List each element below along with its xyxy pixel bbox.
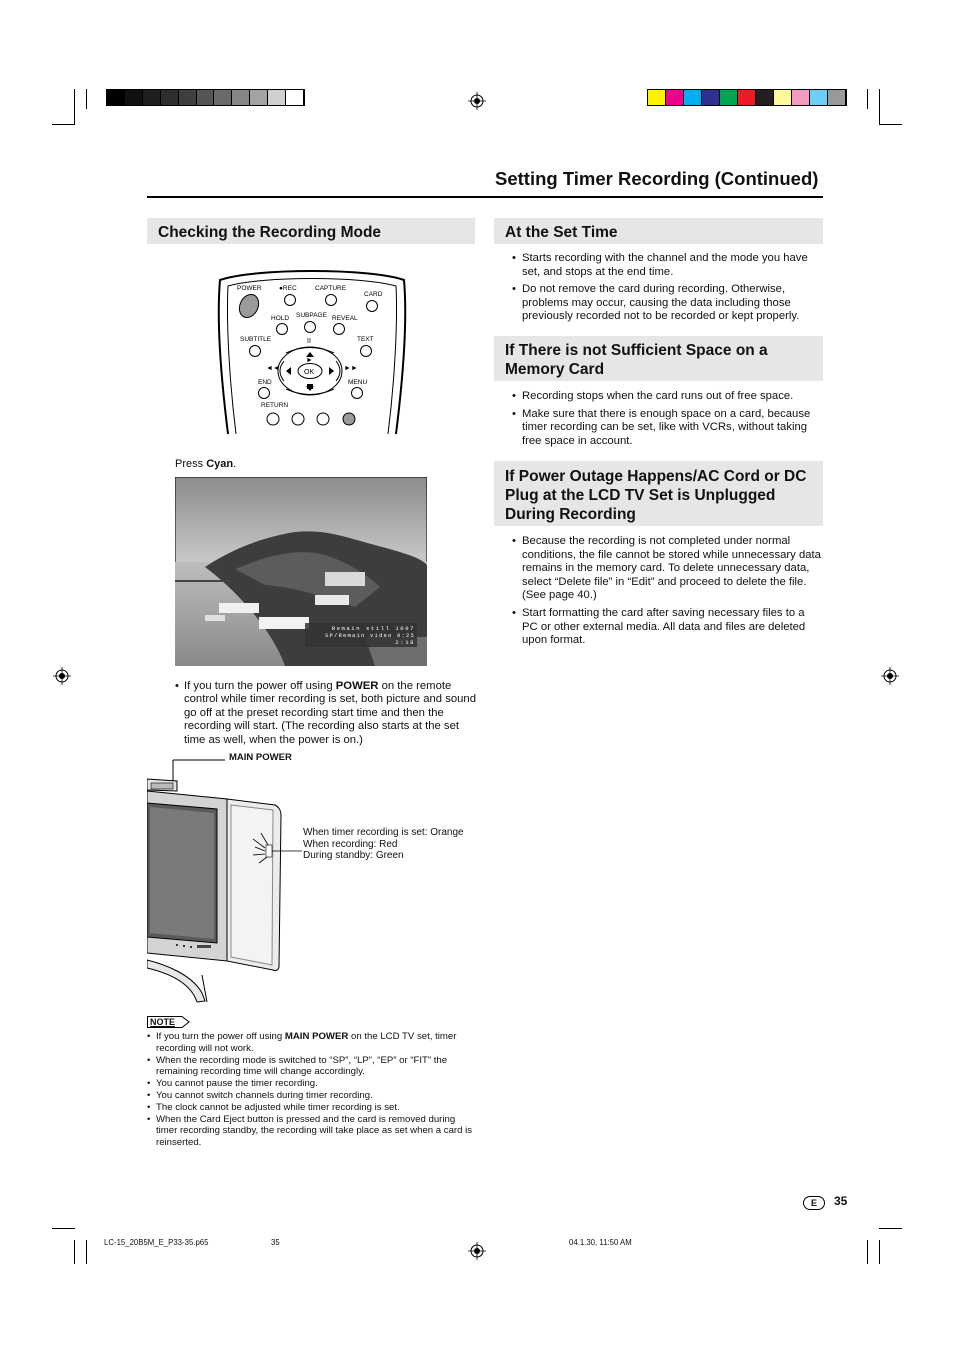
color-calibration-bar (647, 89, 847, 106)
list-item: • Recording stops when the card runs out of free space. (509, 390, 823, 404)
remote-label-power: POWER (237, 285, 262, 292)
power-note-suffix: on the remote control while timer recording is set, both picture and sound go off at the preset recording start time and then the recording will start. (The recording also starts at the set time as well, when the power is on.) (184, 680, 476, 746)
list-item: • Make sure that there is enough space on a card, because timer recording can be set, like with VCRs, without taking free space in account. (509, 408, 823, 449)
cyan-key-label: Cyan (206, 458, 234, 470)
language-badge: E (803, 1196, 825, 1210)
crop-mark (879, 89, 880, 124)
calibration-swatch (720, 90, 738, 105)
remote-label-text: TEXT (357, 336, 374, 343)
page-title: Setting Timer Recording (Continued) (495, 168, 819, 189)
footer-filename: LC-15_20B5M_E_P33-35.p65 (104, 1238, 209, 1247)
note-item: • When the recording mode is switched to “SP”, “LP”, “EP” or “FIT” the remaining recording time will change accordingly. (147, 1055, 477, 1079)
osd-remain-video: SP/Remain video 0:25 (324, 632, 415, 639)
calibration-swatch (197, 90, 215, 105)
page-number: 35 (834, 1194, 848, 1208)
note-item: • The clock cannot be adjusted while timer recording is set. (147, 1102, 477, 1114)
lcd-tv-illustration (147, 755, 307, 1005)
svg-text:►: ► (306, 357, 313, 364)
crop-mark (52, 1228, 75, 1229)
crop-mark (867, 1240, 868, 1264)
title-rule (147, 196, 823, 198)
set-time-bullets (509, 252, 823, 328)
list-item: • Do not remove the card during recording. Otherwise, problems may occur, causing the data including those previously recorded not to be recorded or kept properly. (509, 283, 823, 324)
list-item: • Because the recording is not completed under normal conditions, the file cannot be stored while unnecessary data remains in the memory card. To delete unnecessary data, select “Delete file” in “Edit” and proceed to delete the file. (See page 40.) (509, 535, 823, 603)
press-prefix: Press (175, 458, 207, 470)
calibration-swatch (286, 90, 304, 105)
section-heading-recording-mode: Checking the Recording Mode (147, 218, 475, 244)
indicator-standby: During standby: Green (303, 850, 404, 862)
calibration-swatch (268, 90, 286, 105)
calibration-swatch (792, 90, 810, 105)
note-badge-label: NOTE (150, 1017, 176, 1027)
calibration-swatch (684, 90, 702, 105)
calibration-swatch (161, 90, 179, 105)
crop-mark (86, 89, 87, 109)
note-item: • If you turn the power off using MAIN POWER on the LCD TV set, timer recording will not work. (147, 1031, 477, 1055)
power-note-prefix: If you turn the power off using (184, 680, 336, 692)
crop-mark (879, 124, 902, 125)
insufficient-space-bullets (509, 390, 823, 452)
calibration-swatch (648, 90, 666, 105)
remote-label-menu: MENU (348, 379, 368, 386)
registration-mark-icon (468, 1242, 486, 1260)
list-item: • Start formatting the card after saving necessary files to a PC or other external media. All data and files are deleted upon format. (509, 607, 823, 648)
grayscale-calibration-bar (106, 89, 305, 106)
calibration-swatch (125, 90, 143, 105)
calibration-swatch (774, 90, 792, 105)
power-off-note: • If you turn the power off using POWER on the remote control while timer recording is set, both picture and sound go off at the preset recording start time and then the recording will start. (The recording also starts at the set time as well, when the power is on.) (175, 680, 476, 746)
crop-mark (74, 89, 75, 124)
registration-mark-icon (53, 667, 71, 685)
remote-label-card: CARD (364, 291, 383, 298)
calibration-swatch (702, 90, 720, 105)
note-item: • When the Card Eject button is pressed and the card is removed during timer recording standby, the recording will take place as set when a card is reinserted. (147, 1114, 477, 1149)
section-heading-set-time: At the Set Time (494, 218, 823, 244)
remote-label-return: RETURN (261, 402, 289, 409)
registration-mark-icon (881, 667, 899, 685)
footer-page: 35 (271, 1238, 280, 1247)
remote-label-end: END (258, 379, 272, 386)
section-heading-insufficient-space: If There is not Sufficient Space on a Memory Card (494, 336, 823, 381)
power-outage-bullets (509, 535, 823, 652)
osd-remain-still: Remain still 1007 (331, 625, 415, 632)
crop-mark (86, 1240, 87, 1264)
registration-mark-icon (468, 92, 486, 110)
calibration-swatch (810, 90, 828, 105)
remote-label-subtitle: SUBTITLE (240, 336, 272, 343)
calibration-swatch (179, 90, 197, 105)
note-list (147, 1031, 477, 1149)
crop-mark (867, 89, 868, 109)
crop-mark (879, 1228, 902, 1229)
note-badge (147, 1016, 193, 1028)
calibration-swatch (756, 90, 774, 105)
footer-timestamp: 04.1.30, 11:50 AM (569, 1238, 632, 1247)
note-item: • You cannot pause the timer recording. (147, 1078, 477, 1090)
crop-mark (74, 1240, 75, 1264)
remote-label-reveal: REVEAL (332, 315, 358, 322)
indicator-recording: When recording: Red (303, 838, 398, 850)
svg-text:II: II (307, 338, 311, 345)
press-cyan-instruction (175, 459, 236, 471)
svg-text:►►: ►► (344, 365, 358, 372)
list-item: • Starts recording with the channel and the mode you have set, and stops at the end time. (509, 252, 823, 279)
note-item: • You cannot switch channels during timer recording. (147, 1090, 477, 1102)
calibration-swatch (666, 90, 684, 105)
crop-mark (879, 1240, 880, 1264)
main-power-label: MAIN POWER (229, 752, 292, 763)
remote-label-hold: HOLD (271, 315, 290, 322)
press-suffix: . (233, 458, 237, 470)
remote-label-ok: OK (304, 369, 315, 376)
calibration-swatch (232, 90, 250, 105)
osd-remain-time: 2:18 (395, 639, 415, 646)
calibration-swatch (107, 90, 125, 105)
section-heading-power-outage: If Power Outage Happens/AC Cord or DC Plug at the LCD TV Set is Unplugged During Recording (494, 461, 823, 526)
calibration-swatch (143, 90, 161, 105)
indicator-timer-set: When timer recording is set: Orange (303, 827, 464, 838)
tv-screen-photo (175, 477, 427, 666)
calibration-swatch (214, 90, 232, 105)
svg-text:◄◄: ◄◄ (266, 365, 280, 372)
calibration-swatch (738, 90, 756, 105)
calibration-swatch (828, 90, 846, 105)
power-note-key: POWER (335, 680, 379, 692)
crop-mark (52, 124, 75, 125)
indicator-legend (303, 827, 464, 862)
remote-label-rec: ●REC (279, 285, 297, 292)
remote-label-subpage: SUBPAGE (296, 312, 327, 319)
remote-label-capture: CAPTURE (315, 285, 347, 292)
remote-control-illustration (214, 266, 410, 436)
calibration-swatch (250, 90, 268, 105)
